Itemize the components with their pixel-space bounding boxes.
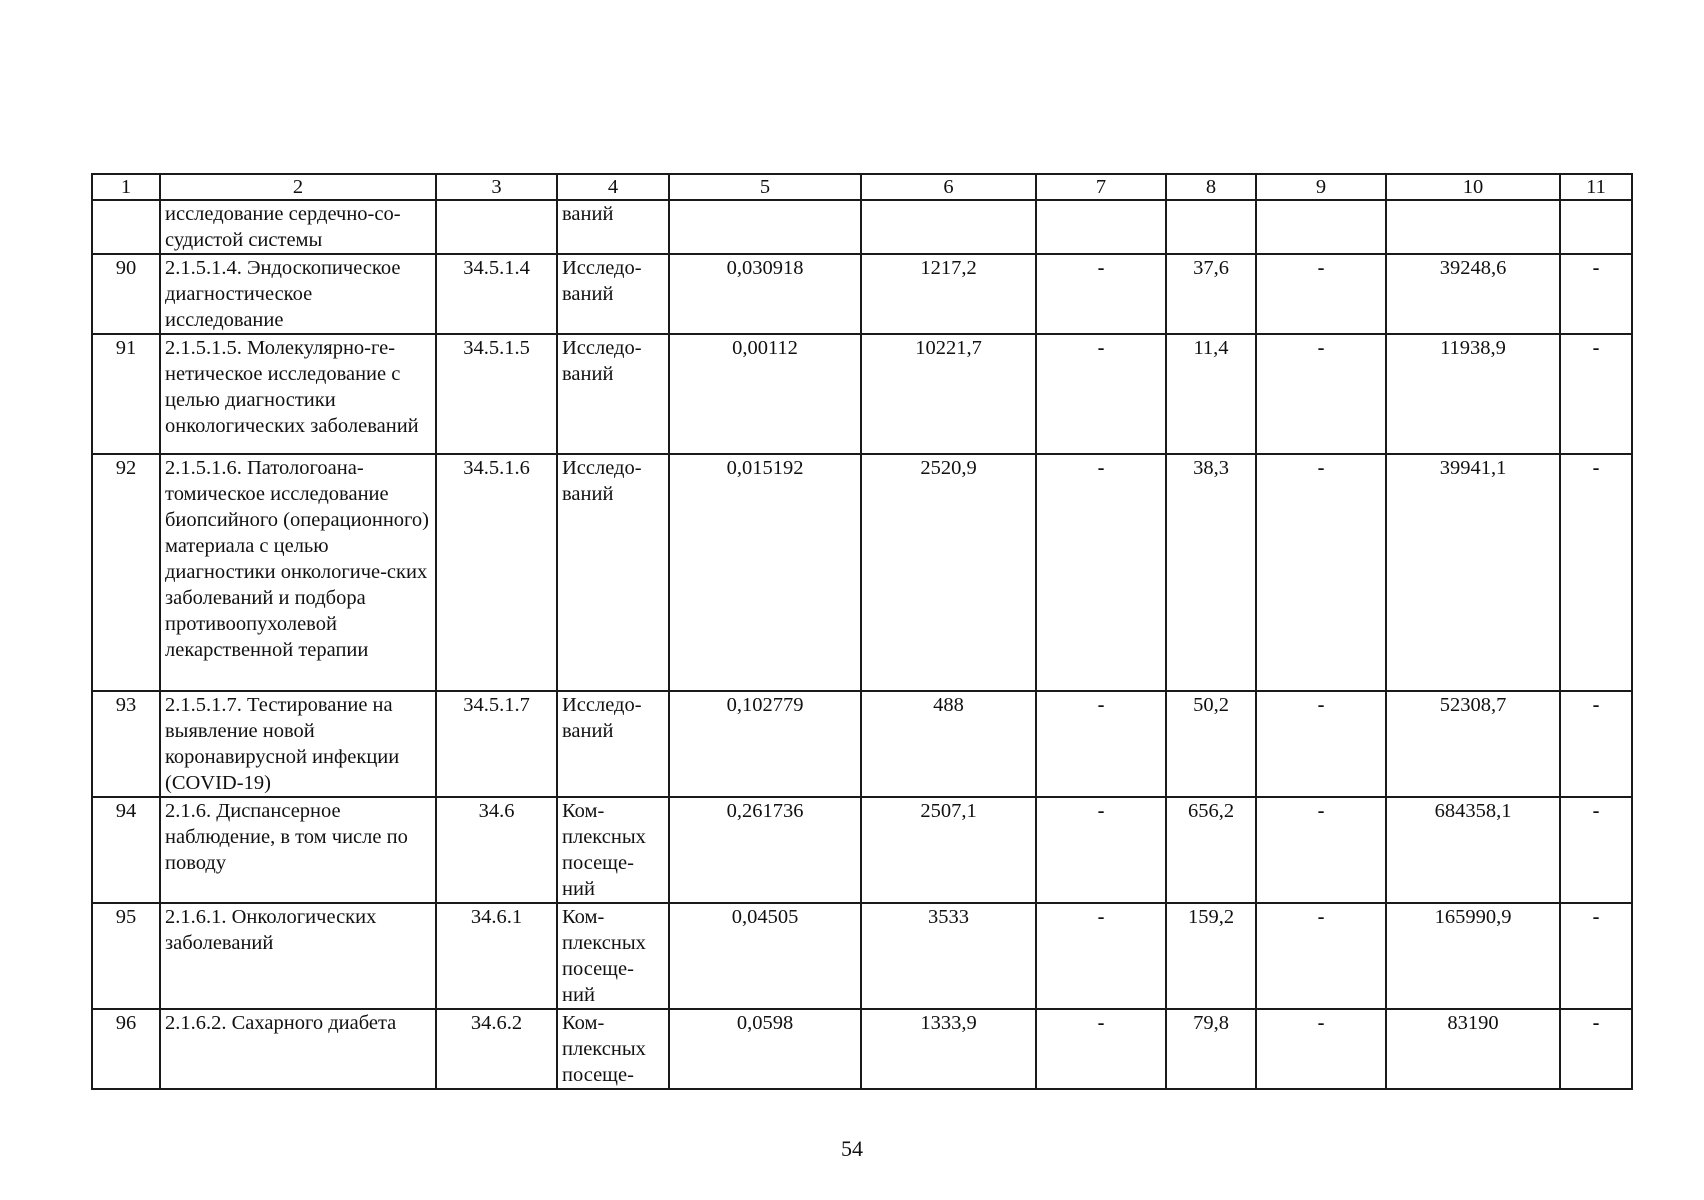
column-number-header-cell: 5 bbox=[669, 174, 861, 200]
value-col6-cell: 10221,7 bbox=[861, 334, 1036, 454]
row-code-cell: 34.5.1.4 bbox=[436, 254, 557, 334]
column-number-header-cell: 7 bbox=[1036, 174, 1166, 200]
column-number-header-cell: 6 bbox=[861, 174, 1036, 200]
value-col9-cell: - bbox=[1256, 797, 1386, 903]
value-col10-cell: 165990,9 bbox=[1386, 903, 1560, 1009]
value-col7-cell: - bbox=[1036, 334, 1166, 454]
column-number-header-cell: 8 bbox=[1166, 174, 1256, 200]
value-col7-cell: - bbox=[1036, 691, 1166, 797]
value-col11-cell bbox=[1560, 200, 1632, 254]
row-number-cell: 95 bbox=[92, 903, 160, 1009]
row-number-cell: 93 bbox=[92, 691, 160, 797]
row-number-cell: 90 bbox=[92, 254, 160, 334]
value-col7-cell: - bbox=[1036, 254, 1166, 334]
value-col5-cell: 0,0598 bbox=[669, 1009, 861, 1089]
value-col5-cell: 0,04505 bbox=[669, 903, 861, 1009]
row-code-cell: 34.5.1.6 bbox=[436, 454, 557, 691]
indicator-name-cell: 2.1.6. Диспансерное наблюдение, в том числе по поводу bbox=[160, 797, 436, 903]
value-col8-cell: 37,6 bbox=[1166, 254, 1256, 334]
column-number-header-cell: 4 bbox=[557, 174, 669, 200]
value-col11-cell: - bbox=[1560, 691, 1632, 797]
unit-cell: Исследо-ваний bbox=[557, 454, 669, 691]
value-col10-cell: 83190 bbox=[1386, 1009, 1560, 1089]
table-row bbox=[92, 903, 1632, 1009]
value-col7-cell: - bbox=[1036, 797, 1166, 903]
column-number-header-cell: 10 bbox=[1386, 174, 1560, 200]
value-col7-cell: - bbox=[1036, 1009, 1166, 1089]
unit-cell: Ком-плексных посеще-ний bbox=[557, 903, 669, 1009]
value-col6-cell: 1333,9 bbox=[861, 1009, 1036, 1089]
value-col5-cell: 0,015192 bbox=[669, 454, 861, 691]
indicator-name-cell: исследование сердечно-со-судистой системы bbox=[160, 200, 436, 254]
value-col9-cell: - bbox=[1256, 691, 1386, 797]
value-col9-cell: - bbox=[1256, 334, 1386, 454]
value-col8-cell: 11,4 bbox=[1166, 334, 1256, 454]
value-col8-cell: 38,3 bbox=[1166, 454, 1256, 691]
tariff-table bbox=[91, 173, 1633, 1090]
column-number-header-cell: 1 bbox=[92, 174, 160, 200]
unit-cell: Ком-плексных посеще-ний bbox=[557, 797, 669, 903]
value-col5-cell: 0,102779 bbox=[669, 691, 861, 797]
column-number-header-cell: 2 bbox=[160, 174, 436, 200]
row-number-cell: 94 bbox=[92, 797, 160, 903]
column-number-header-cell: 3 bbox=[436, 174, 557, 200]
header-row bbox=[92, 174, 1632, 200]
value-col7-cell: - bbox=[1036, 454, 1166, 691]
value-col10-cell: 52308,7 bbox=[1386, 691, 1560, 797]
unit-cell: Исследо-ваний bbox=[557, 254, 669, 334]
value-col9-cell: - bbox=[1256, 254, 1386, 334]
value-col5-cell bbox=[669, 200, 861, 254]
value-col10-cell: 684358,1 bbox=[1386, 797, 1560, 903]
column-number-header-cell: 11 bbox=[1560, 174, 1632, 200]
row-code-cell: 34.6.1 bbox=[436, 903, 557, 1009]
table-body bbox=[92, 200, 1632, 1089]
value-col9-cell: - bbox=[1256, 454, 1386, 691]
page-number: 54 bbox=[841, 1136, 863, 1161]
value-col11-cell: - bbox=[1560, 254, 1632, 334]
indicator-name-cell: 2.1.5.1.4. Эндоскопическое диагностическое исследование bbox=[160, 254, 436, 334]
value-col6-cell bbox=[861, 200, 1036, 254]
value-col9-cell: - bbox=[1256, 903, 1386, 1009]
value-col6-cell: 2507,1 bbox=[861, 797, 1036, 903]
value-col9-cell bbox=[1256, 200, 1386, 254]
indicator-name-cell: 2.1.5.1.5. Молекулярно-ге-нетическое исследование с целью диагностики онкологических заболеваний bbox=[160, 334, 436, 454]
row-number-cell: 92 bbox=[92, 454, 160, 691]
unit-cell: Ком-плексных посеще- bbox=[557, 1009, 669, 1089]
row-code-cell bbox=[436, 200, 557, 254]
value-col11-cell: - bbox=[1560, 797, 1632, 903]
value-col8-cell: 50,2 bbox=[1166, 691, 1256, 797]
indicator-name-cell: 2.1.5.1.6. Патологоана-томическое исследование биопсийного (операционного) материала с целью диагностики онкологиче-ских заболеваний и подбора противоопухолевой лекарственной терапии bbox=[160, 454, 436, 691]
value-col7-cell bbox=[1036, 200, 1166, 254]
row-code-cell: 34.5.1.7 bbox=[436, 691, 557, 797]
row-code-cell: 34.6 bbox=[436, 797, 557, 903]
value-col5-cell: 0,030918 bbox=[669, 254, 861, 334]
table-row bbox=[92, 691, 1632, 797]
unit-cell: ваний bbox=[557, 200, 669, 254]
value-col11-cell: - bbox=[1560, 454, 1632, 691]
value-col10-cell: 11938,9 bbox=[1386, 334, 1560, 454]
unit-cell: Исследо-ваний bbox=[557, 334, 669, 454]
continuation-row bbox=[92, 200, 1632, 254]
value-col11-cell: - bbox=[1560, 334, 1632, 454]
column-number-header bbox=[92, 174, 1632, 200]
value-col8-cell bbox=[1166, 200, 1256, 254]
value-col8-cell: 79,8 bbox=[1166, 1009, 1256, 1089]
value-col6-cell: 1217,2 bbox=[861, 254, 1036, 334]
value-col6-cell: 3533 bbox=[861, 903, 1036, 1009]
table-row bbox=[92, 254, 1632, 334]
value-col7-cell: - bbox=[1036, 903, 1166, 1009]
table-row bbox=[92, 334, 1632, 454]
row-number-cell: 96 bbox=[92, 1009, 160, 1089]
unit-cell: Исследо-ваний bbox=[557, 691, 669, 797]
value-col9-cell: - bbox=[1256, 1009, 1386, 1089]
indicator-name-cell: 2.1.5.1.7. Тестирование на выявление новой коронавирусной инфекции (COVID-19) bbox=[160, 691, 436, 797]
value-col10-cell: 39941,1 bbox=[1386, 454, 1560, 691]
value-col8-cell: 656,2 bbox=[1166, 797, 1256, 903]
value-col5-cell: 0,00112 bbox=[669, 334, 861, 454]
value-col10-cell bbox=[1386, 200, 1560, 254]
row-code-cell: 34.5.1.5 bbox=[436, 334, 557, 454]
value-col6-cell: 488 bbox=[861, 691, 1036, 797]
value-col11-cell: - bbox=[1560, 903, 1632, 1009]
value-col5-cell: 0,261736 bbox=[669, 797, 861, 903]
value-col8-cell: 159,2 bbox=[1166, 903, 1256, 1009]
row-number-cell: 91 bbox=[92, 334, 160, 454]
row-number-cell bbox=[92, 200, 160, 254]
row-code-cell: 34.6.2 bbox=[436, 1009, 557, 1089]
value-col6-cell: 2520,9 bbox=[861, 454, 1036, 691]
value-col10-cell: 39248,6 bbox=[1386, 254, 1560, 334]
value-col11-cell: - bbox=[1560, 1009, 1632, 1089]
table-row bbox=[92, 797, 1632, 903]
indicator-name-cell: 2.1.6.1. Онкологических заболеваний bbox=[160, 903, 436, 1009]
table-row bbox=[92, 454, 1632, 691]
table-row bbox=[92, 1009, 1632, 1089]
column-number-header-cell: 9 bbox=[1256, 174, 1386, 200]
indicator-name-cell: 2.1.6.2. Сахарного диабета bbox=[160, 1009, 436, 1089]
